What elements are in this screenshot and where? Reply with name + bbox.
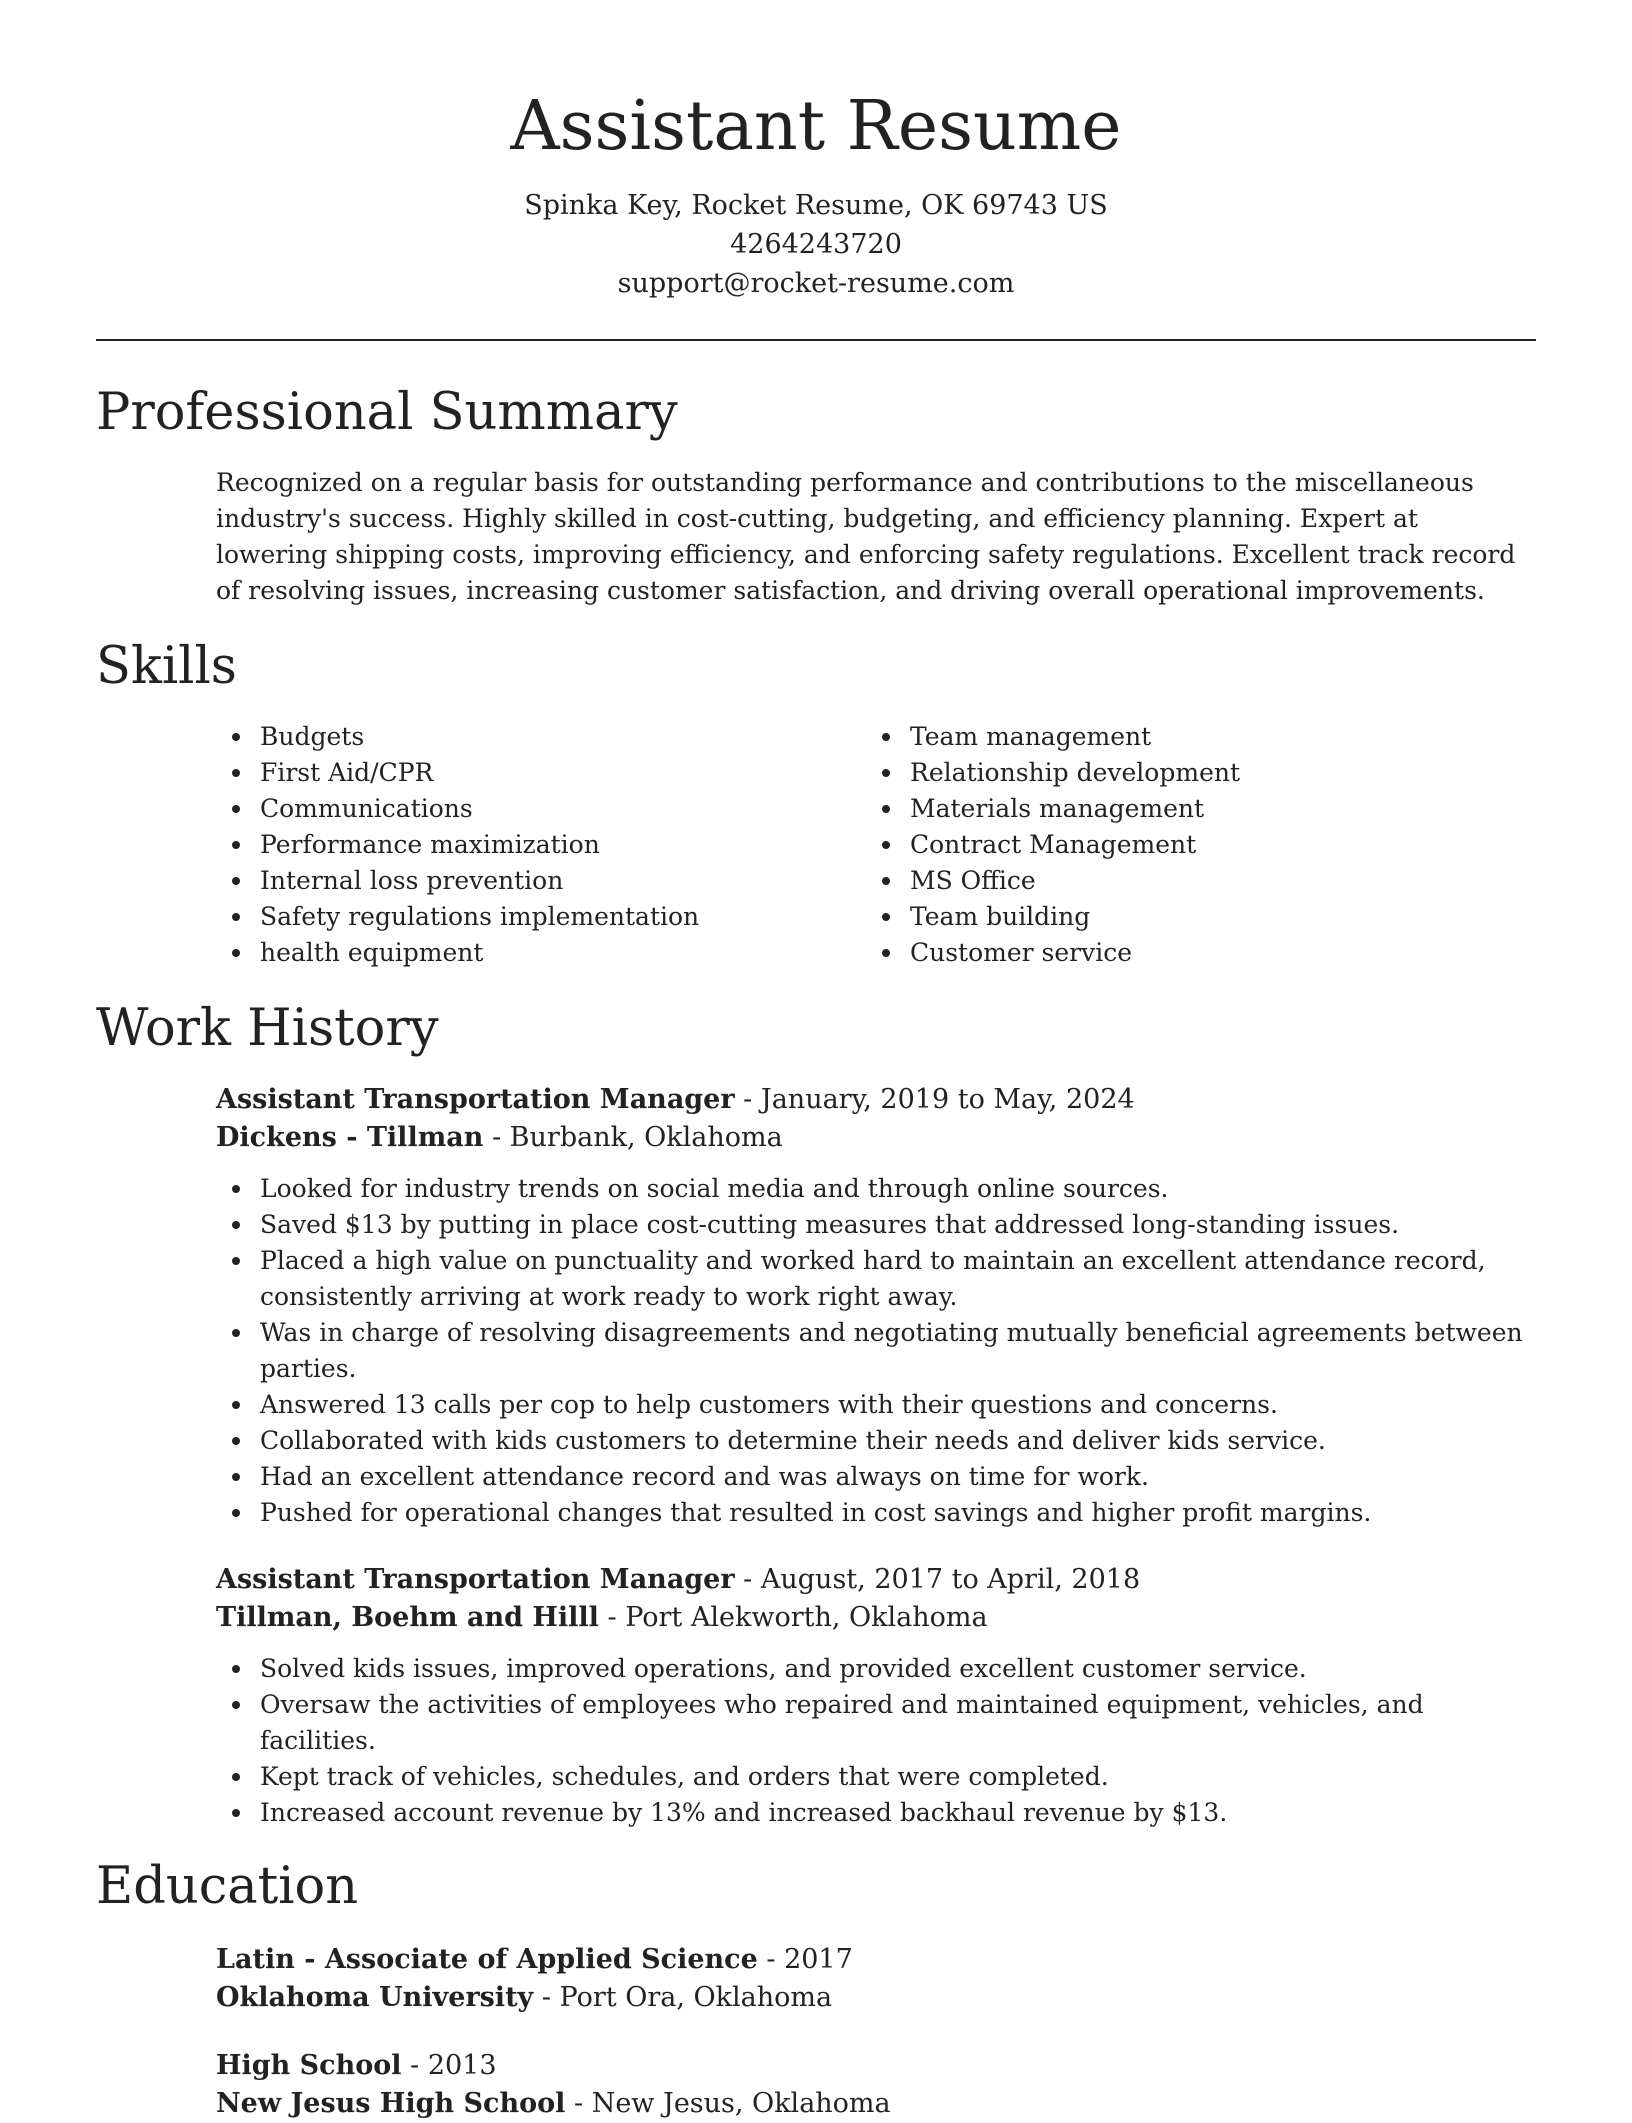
education-school-line bbox=[216, 2085, 1536, 2123]
job-company: Tillman, Boehm and Hilll bbox=[216, 1602, 599, 1633]
resume-header bbox=[96, 0, 1536, 303]
skill-item: Customer service bbox=[910, 935, 1516, 971]
summary-text: Recognized on a regular basis for outstanding performance and contributions to the miscellaneous industry's success. Highly skilled in cost-cutting, budgeting, and efficiency planning. Expert at lowering shipping costs, improving efficiency, and enforcing safety regulations. Excellent track record of resolving issues, increasing customer satisfaction, and driving overall operational improvements. bbox=[216, 468, 1516, 605]
job-bullet: Collaborated with kids customers to determine their needs and deliver kids service. bbox=[260, 1423, 1536, 1459]
education-degree-line bbox=[216, 1941, 1536, 1979]
skill-item: Contract Management bbox=[910, 827, 1516, 863]
skill-item: Internal loss prevention bbox=[260, 863, 866, 899]
resume-title: Assistant Resume bbox=[510, 87, 1122, 166]
skill-item: Team building bbox=[910, 899, 1516, 935]
job-bullet: Kept track of vehicles, schedules, and orders that were completed. bbox=[260, 1759, 1536, 1795]
contact-info bbox=[96, 186, 1536, 303]
job-bullets bbox=[216, 1651, 1536, 1831]
skill-item: Communications bbox=[260, 791, 866, 827]
skills-list-left bbox=[216, 719, 866, 971]
skill-item: Relationship development bbox=[910, 755, 1516, 791]
job-dates: - August, 2017 to April, 2018 bbox=[734, 1564, 1141, 1595]
job-bullet: Looked for industry trends on social media and through online sources. bbox=[260, 1171, 1536, 1207]
skills-grid bbox=[216, 719, 1536, 971]
skill-item: Budgets bbox=[260, 719, 866, 755]
education-year: - 2013 bbox=[401, 2050, 497, 2081]
job-bullets bbox=[216, 1171, 1536, 1531]
job-bullet: Saved $13 by putting in place cost-cutting measures that addressed long-standing issues. bbox=[260, 1207, 1536, 1243]
job-entry bbox=[216, 1561, 1536, 1831]
email: support@rocket-resume.com bbox=[617, 268, 1015, 299]
job-company: Dickens - Tillman bbox=[216, 1122, 484, 1153]
job-bullet: Pushed for operational changes that resulted in cost savings and higher profit margins. bbox=[260, 1495, 1536, 1531]
phone: 4264243720 bbox=[730, 229, 902, 260]
education-degree: Latin - Associate of Applied Science bbox=[216, 1944, 758, 1975]
job-bullet: Answered 13 calls per cop to help customers with their questions and concerns. bbox=[260, 1387, 1536, 1423]
education-entry bbox=[216, 1941, 1536, 2017]
education-degree-line bbox=[216, 2047, 1536, 2085]
job-dates: - January, 2019 to May, 2024 bbox=[734, 1084, 1135, 1115]
header-divider bbox=[96, 339, 1536, 341]
job-company-line bbox=[216, 1599, 1536, 1637]
skill-item: Safety regulations implementation bbox=[260, 899, 866, 935]
summary-heading: Professional Summary bbox=[96, 383, 678, 442]
job-position: Assistant Transportation Manager bbox=[216, 1564, 735, 1595]
address: Spinka Key, Rocket Resume, OK 69743 US bbox=[524, 190, 1108, 221]
job-bullet: Placed a high value on punctuality and worked hard to maintain an excellent attendance record, consistently arriving at work ready to work right away. bbox=[260, 1243, 1536, 1315]
job-location: - Burbank, Oklahoma bbox=[483, 1122, 783, 1153]
job-company-line bbox=[216, 1119, 1536, 1157]
education-heading: Education bbox=[96, 1857, 359, 1916]
skill-item: Team management bbox=[910, 719, 1516, 755]
skill-item: First Aid/CPR bbox=[260, 755, 866, 791]
skill-item: Materials management bbox=[910, 791, 1516, 827]
resume-page bbox=[96, 0, 1536, 2123]
job-title-line bbox=[216, 1561, 1536, 1599]
skill-item: health equipment bbox=[260, 935, 866, 971]
job-bullet: Oversaw the activities of employees who repaired and maintained equipment, vehicles, and facilities. bbox=[260, 1687, 1536, 1759]
education-school: New Jesus High School bbox=[216, 2088, 566, 2119]
job-location: - Port Alekworth, Oklahoma bbox=[598, 1602, 988, 1633]
job-bullet: Had an excellent attendance record and was always on time for work. bbox=[260, 1459, 1536, 1495]
job-entry bbox=[216, 1081, 1536, 1531]
education-year: - 2017 bbox=[757, 1944, 853, 1975]
education-location: - Port Ora, Oklahoma bbox=[533, 1982, 833, 2013]
skills-list-right bbox=[866, 719, 1516, 971]
job-bullet: Was in charge of resolving disagreements and negotiating mutually beneficial agreements between parties. bbox=[260, 1315, 1536, 1387]
skills-heading: Skills bbox=[96, 637, 237, 696]
job-title-line bbox=[216, 1081, 1536, 1119]
skill-item: MS Office bbox=[910, 863, 1516, 899]
skill-item: Performance maximization bbox=[260, 827, 866, 863]
education-location: - New Jesus, Oklahoma bbox=[565, 2088, 891, 2119]
work-history-heading: Work History bbox=[96, 999, 439, 1058]
education-school: Oklahoma University bbox=[216, 1982, 534, 2013]
job-bullet: Increased account revenue by 13% and increased backhaul revenue by $13. bbox=[260, 1795, 1536, 1831]
job-bullet: Solved kids issues, improved operations, and provided excellent customer service. bbox=[260, 1651, 1536, 1687]
education-school-line bbox=[216, 1979, 1536, 2017]
education-degree: High School bbox=[216, 2050, 402, 2081]
job-position: Assistant Transportation Manager bbox=[216, 1084, 735, 1115]
